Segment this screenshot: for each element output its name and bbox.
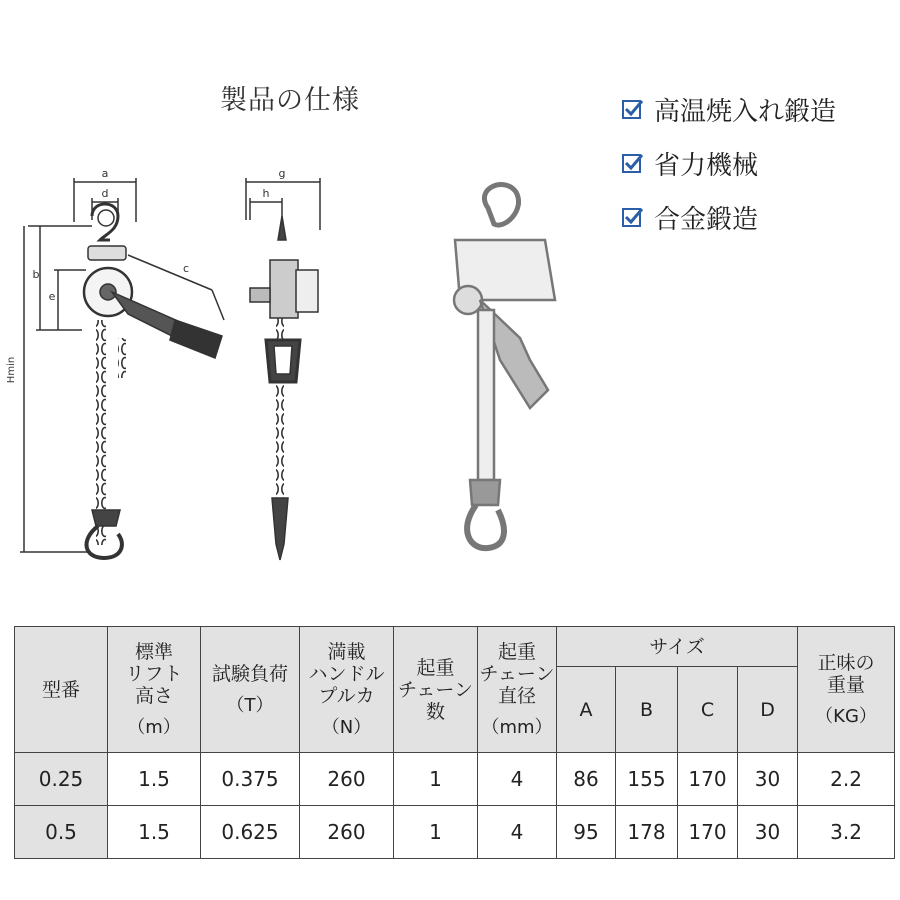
side-view-drawing: [246, 178, 320, 560]
cell-weight: 3.2: [798, 806, 895, 859]
spec-table: [14, 626, 895, 859]
check-icon: [622, 98, 644, 120]
cell-size-d: 30: [738, 806, 798, 859]
header-chain-count: 起重 チェーン 数: [394, 627, 478, 753]
cell-size-b: 178: [616, 806, 678, 859]
cell-weight: 2.2: [798, 753, 895, 806]
header-pull: 満載 ハンドル プルカ （N）: [300, 627, 394, 753]
cell-pull: 260: [300, 753, 394, 806]
header-test-load: 試験負荷 （T）: [201, 627, 300, 753]
cell-lift: 1.5: [108, 753, 201, 806]
header-size-b: B: [616, 667, 678, 753]
table-row: [15, 806, 895, 859]
header-size-d: D: [738, 667, 798, 753]
dim-label-g: g: [278, 167, 286, 180]
hoist-diagram: [0, 160, 900, 580]
header-chain-dia: 起重 チェーン 直径 （mm）: [478, 627, 557, 753]
cell-pull: 260: [300, 806, 394, 859]
dim-label-c: c: [182, 262, 190, 275]
cell-model: 0.25: [15, 753, 108, 806]
header-model: 型番: [15, 627, 108, 753]
dim-label-d: d: [101, 187, 109, 200]
cell-lift: 1.5: [108, 806, 201, 859]
header-size: サイズ: [557, 627, 798, 667]
header-weight: 正味の 重量 （KG）: [798, 627, 895, 753]
cell-size-c: 170: [678, 806, 738, 859]
feature-item: [622, 82, 836, 136]
cell-chain-count: 1: [394, 806, 478, 859]
dim-label-h: h: [262, 187, 270, 200]
cell-test-load: 0.625: [201, 806, 300, 859]
cell-model: 0.5: [15, 806, 108, 859]
cell-chain-dia: 4: [478, 753, 557, 806]
feature-label: 省力機械: [654, 150, 759, 181]
header-size-c: C: [678, 667, 738, 753]
header-lift: 標準 リフト 高さ （m）: [108, 627, 201, 753]
cell-size-c: 170: [678, 753, 738, 806]
dim-label-b: b: [32, 268, 40, 281]
table-row: [15, 753, 895, 806]
dim-label-e: e: [48, 290, 56, 303]
cell-size-b: 155: [616, 753, 678, 806]
dim-label-hmin: Hmin: [6, 356, 17, 384]
cell-size-d: 30: [738, 753, 798, 806]
perspective-drawing: [454, 185, 555, 549]
cell-size-a: 86: [557, 753, 616, 806]
header-size-a: A: [557, 667, 616, 753]
cell-size-a: 95: [557, 806, 616, 859]
cell-chain-count: 1: [394, 753, 478, 806]
cell-test-load: 0.375: [201, 753, 300, 806]
front-view-drawing: [20, 178, 224, 558]
page-title: 製品の仕様: [220, 85, 360, 116]
feature-label: 高温焼入れ鍛造: [654, 96, 837, 127]
cell-chain-dia: 4: [478, 806, 557, 859]
dim-label-a: a: [101, 167, 109, 180]
feature-label: 合金鍛造: [654, 204, 759, 235]
